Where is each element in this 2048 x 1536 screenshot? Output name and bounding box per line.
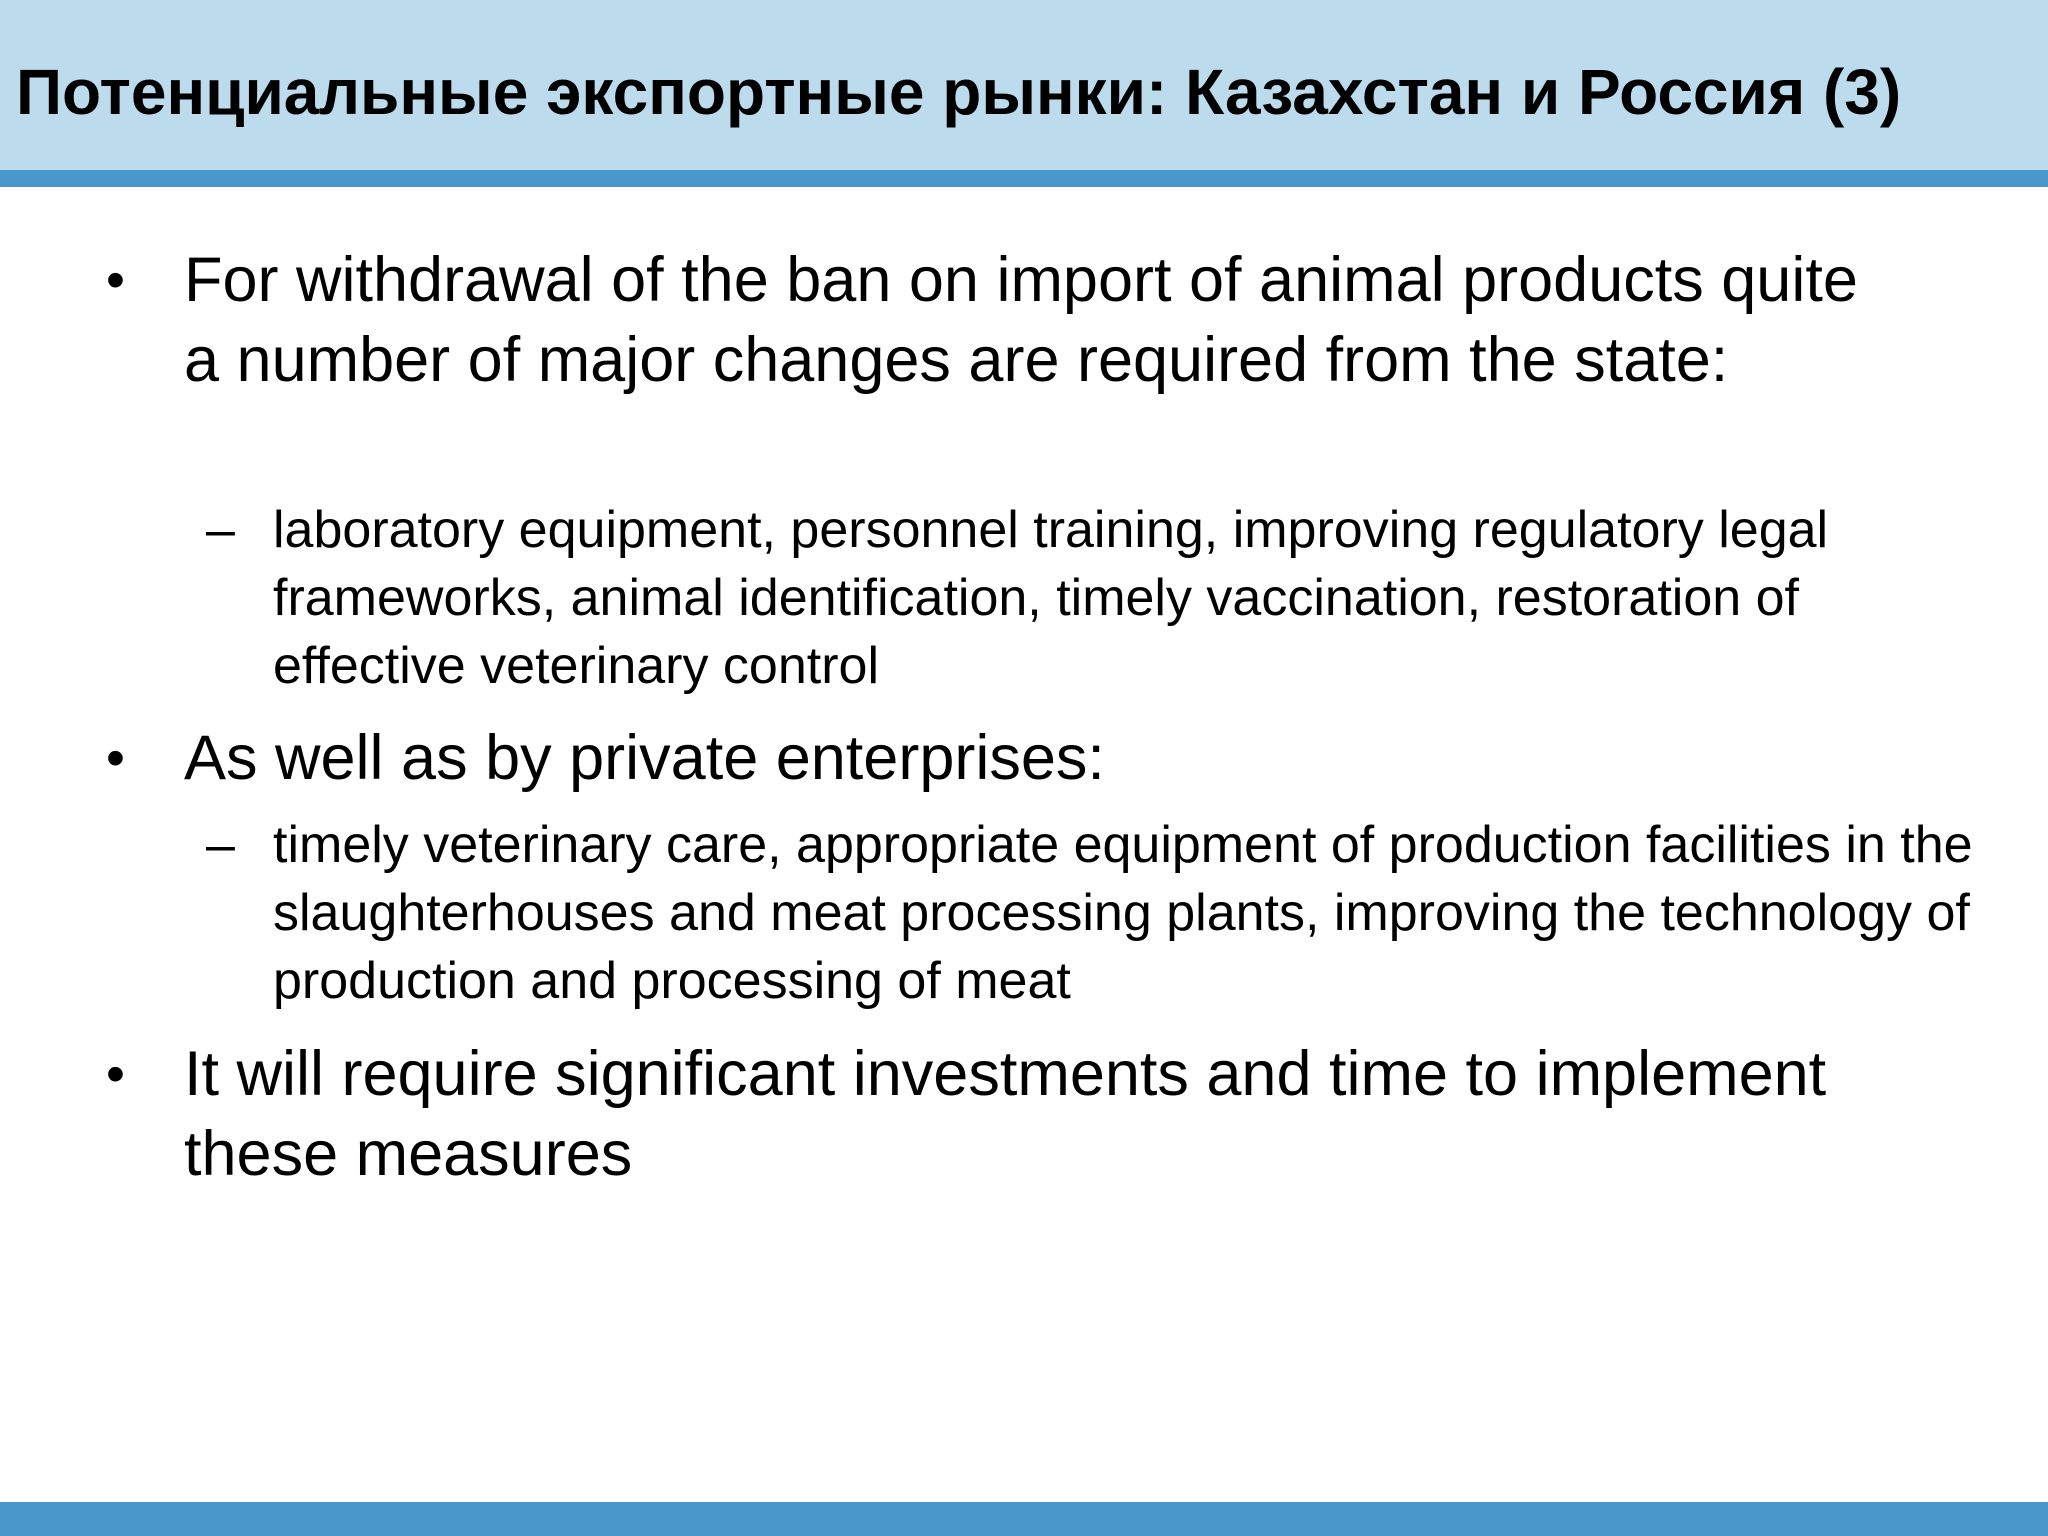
bullet-item: [106, 240, 1904, 400]
bullet-mark: •: [106, 1044, 125, 1104]
bullet-text: As well as by private enterprises:: [184, 723, 1105, 793]
dash-mark: –: [206, 816, 235, 874]
sub-bullet-item: [206, 496, 1973, 700]
footer-bar: [0, 1502, 2048, 1536]
sub-bullet-text: laboratory equipment, personnel training, improving regulatory legal frameworks, animal identification, timely vaccination, restoration of effective veterinary control: [273, 501, 1829, 695]
slide-title: Потенциальные экспортные рынки: Казахстан и Россия (3): [16, 56, 1902, 128]
bullet-text: For withdrawal of the ban on import of animal products quite a number of major changes are required from the state:: [184, 245, 1858, 395]
title-divider: [0, 170, 2048, 187]
bullet-text: It will require significant investments and time to implement these measures: [184, 1039, 1827, 1189]
bullet-item: [106, 1034, 1904, 1194]
title-banner: [0, 0, 2048, 170]
bullet-item: [106, 718, 1904, 798]
sub-bullet-item: [206, 811, 1973, 1015]
bullet-mark: •: [106, 250, 125, 310]
bullet-mark: •: [106, 728, 125, 788]
dash-mark: –: [206, 501, 235, 559]
sub-bullet-text: timely veterinary care, appropriate equipment of production facilities in the slaughterhouses and meat processing plants, improving the technology of production and processing of meat: [273, 816, 1973, 1010]
